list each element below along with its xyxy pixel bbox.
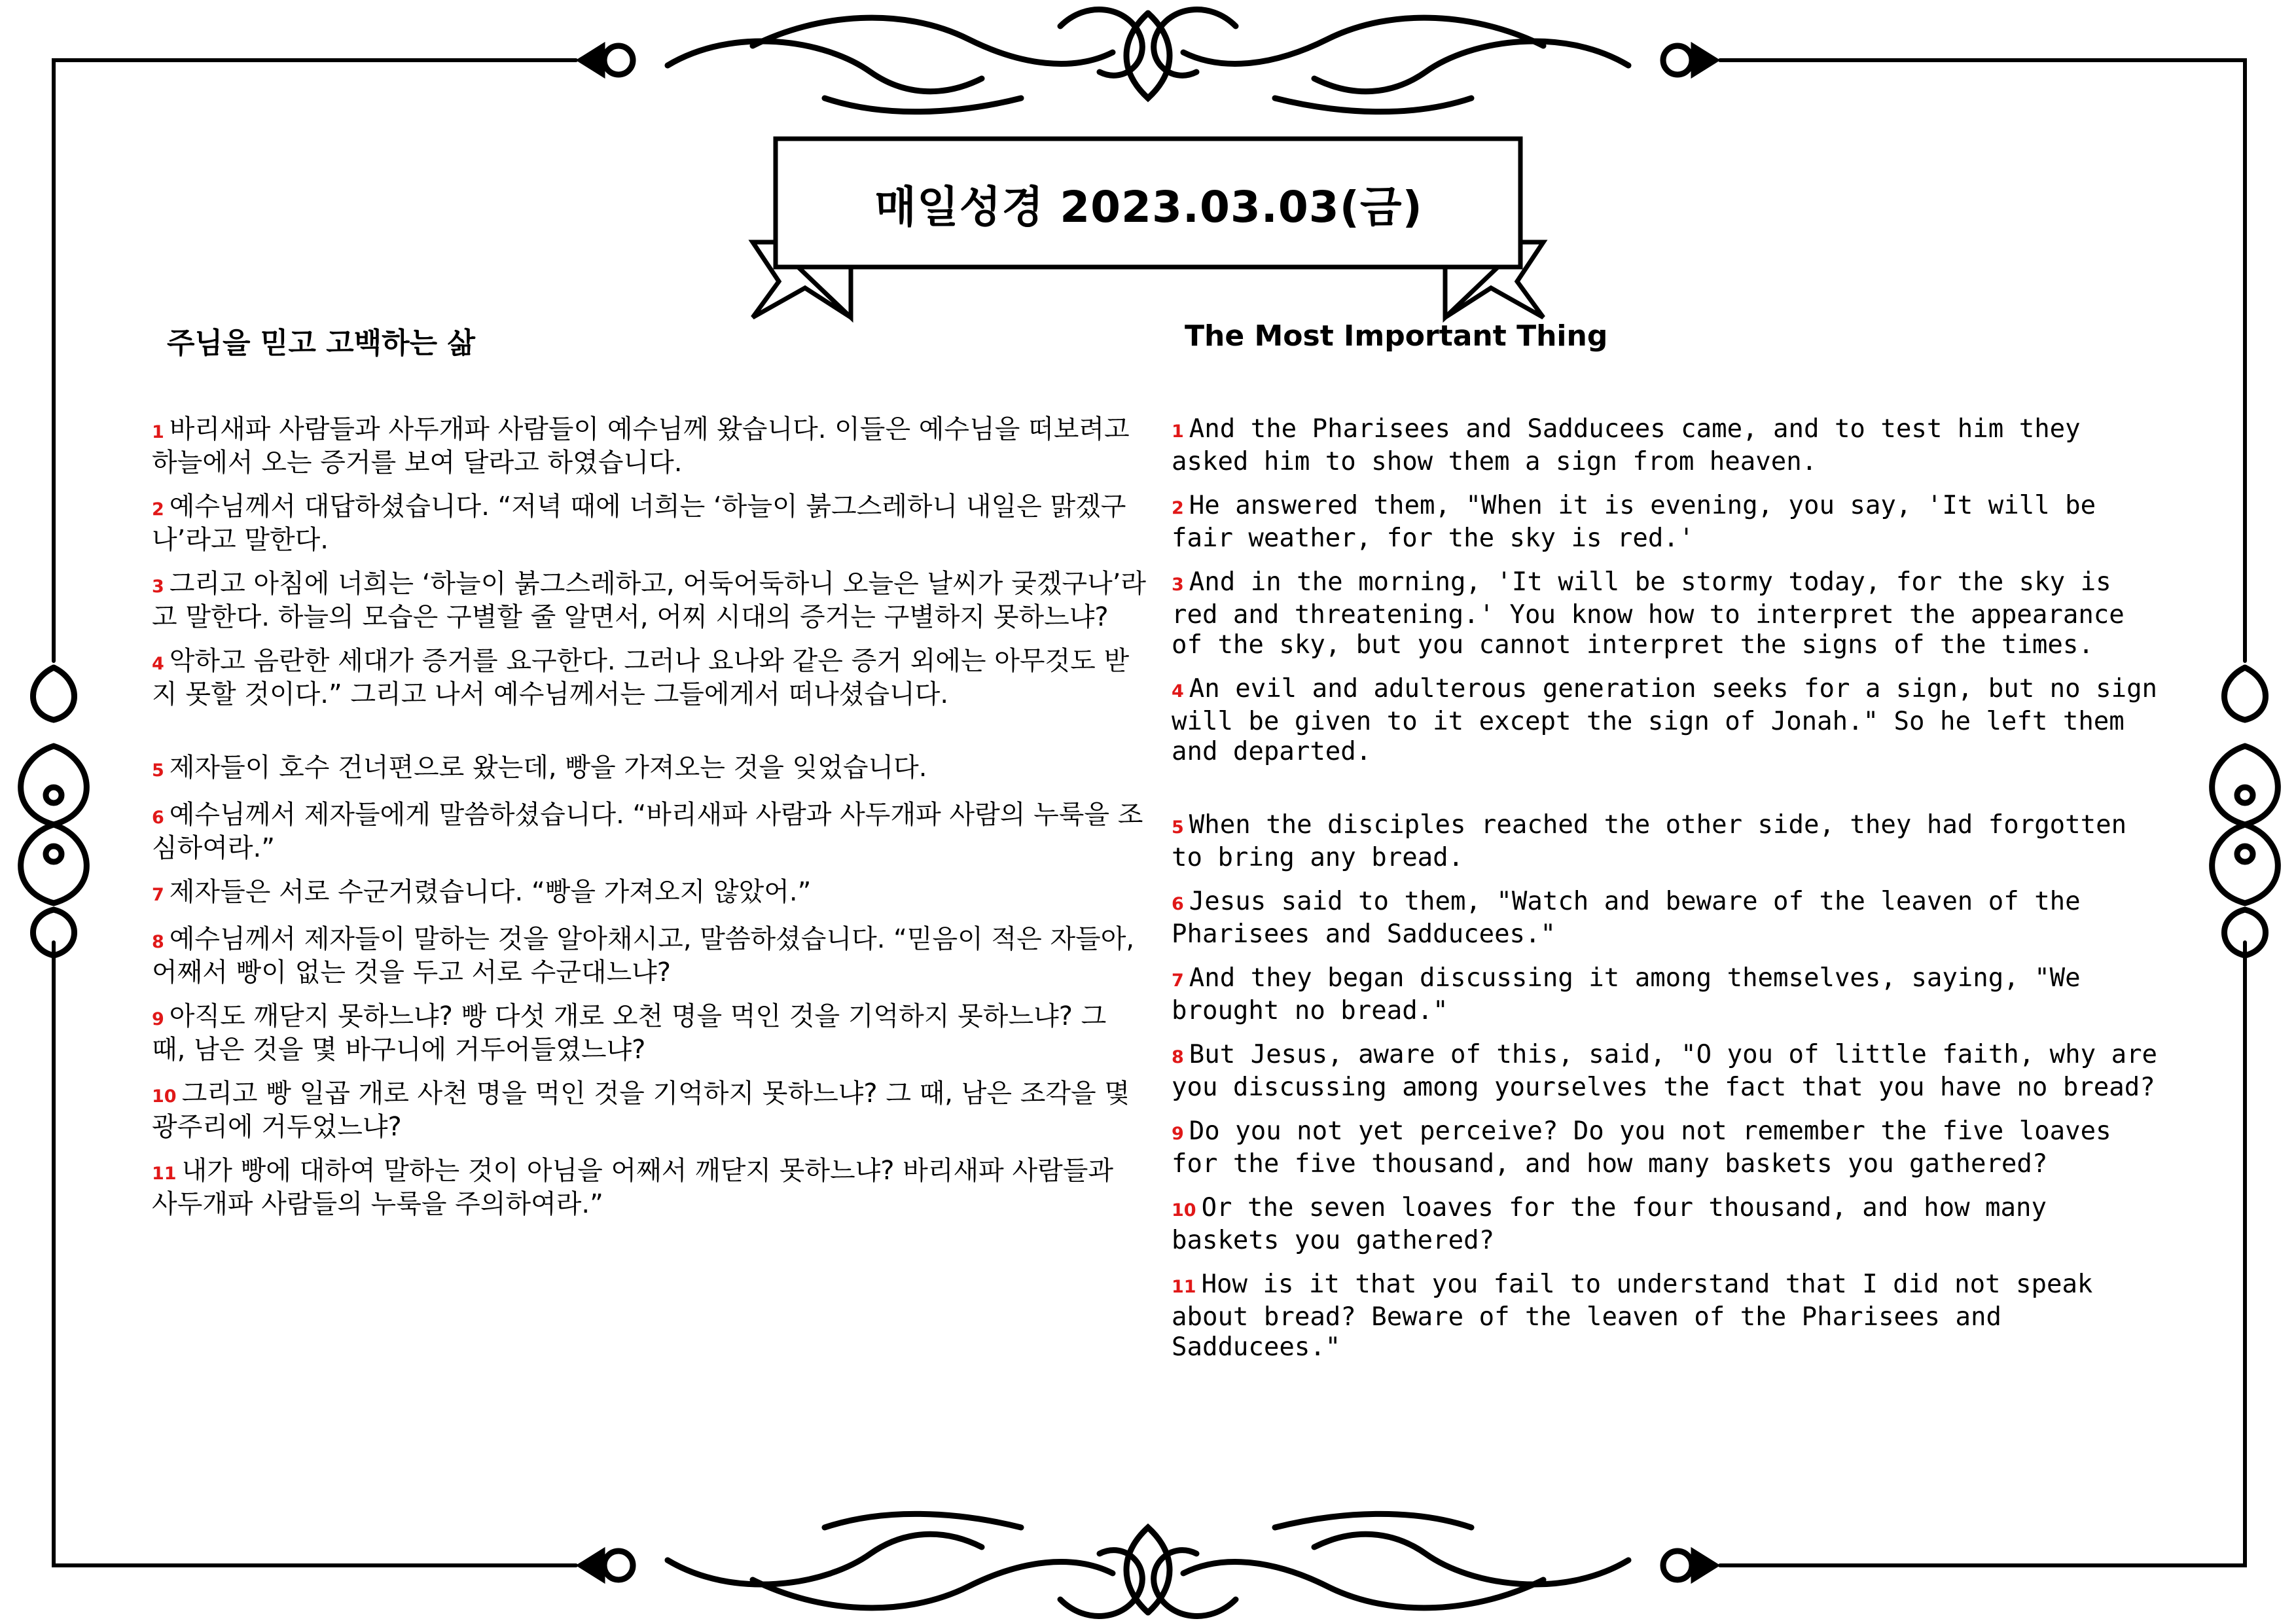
verse-en-10 [1172, 1193, 2166, 1256]
verse-ko-10 [152, 1079, 1147, 1142]
verse-number: 11 [1172, 1277, 1196, 1297]
verse-text: 내가 빵에 대하여 말하는 것이 아님을 어째서 깨닫지 못하느냐? 바리새파 사람들과 사두개파 사람들의 누룩을 주의하여라.” [152, 1156, 1114, 1219]
verse-number: 9 [1172, 1124, 1184, 1144]
verse-number: 5 [152, 760, 164, 781]
verse-number: 4 [152, 654, 164, 674]
verse-number: 7 [1172, 971, 1184, 991]
verse-en-11 [1172, 1270, 2166, 1363]
verse-text: 예수님께서 제자들이 말하는 것을 알아채시고, 말씀하셨습니다. “믿음이 적은 자들아, 어째서 빵이 없는 것을 두고 서로 수군대느냐? [152, 924, 1135, 988]
korean-section-heading: 주님을 믿고 고백하는 삶 [167, 327, 475, 360]
verse-number: 6 [1172, 894, 1184, 914]
verse-number: 3 [1172, 575, 1184, 595]
verse-text: And in the morning, 'It will be stormy today, for the sky is red and threatening.' You know how to interpret the appearance of the sky, but you cannot interpret the signs of the times. [1172, 567, 2125, 660]
verse-ko-6 [152, 800, 1147, 863]
verse-ko-7 [152, 877, 1147, 910]
page-title: 매일성경 2023.03.03(금) [874, 181, 1423, 232]
verse-number: 11 [152, 1164, 177, 1184]
verse-ko-2 [152, 491, 1147, 555]
verse-text: 아직도 깨닫지 못하느냐? 빵 다섯 개로 오천 명을 먹인 것을 기억하지 못하느냐? 그 때, 남은 것을 몇 바구니에 거두어들였느냐? [152, 1001, 1107, 1065]
verse-ko-1 [152, 414, 1147, 478]
verse-text: 그리고 아침에 너희는 ‘하늘이 붉그스레하고, 어둑어둑하니 오늘은 날씨가 궂겠구나’라고 말한다. 하늘의 모습은 구별할 줄 알면서, 어찌 시대의 증거는 구별하지 못하느냐? [152, 569, 1147, 632]
verse-number: 8 [152, 932, 164, 952]
verse-en-2 [1172, 491, 2166, 554]
verse-en-5 [1172, 810, 2166, 873]
korean-verses-column [152, 414, 1147, 1233]
english-section-heading: The Most Important Thing [1185, 319, 1608, 353]
verse-number: 8 [1172, 1047, 1184, 1067]
verse-ko-11 [152, 1156, 1147, 1219]
verse-text: 바리새파 사람들과 사두개파 사람들이 예수님께 왔습니다. 이들은 예수님을 떠보려고 하늘에서 오는 증거를 보여 달라고 하였습니다. [152, 414, 1130, 478]
verse-en-6 [1172, 887, 2166, 950]
verse-en-8 [1172, 1040, 2166, 1103]
verse-en-9 [1172, 1116, 2166, 1179]
verse-text: Or the seven loaves for the four thousand, and how many baskets you gathered? [1172, 1193, 2047, 1255]
verse-number: 10 [152, 1086, 177, 1107]
verse-text: 제자들은 서로 수군거렸습니다. “빵을 가져오지 않았어.” [169, 877, 812, 907]
verse-text: How is it that you fail to understand that I did not speak about bread? Beware of the leaven of the Pharisees and Sadducees." [1172, 1270, 2093, 1362]
verse-text: Do you not yet perceive? Do you not remember the five loaves for the five thousand, and how many baskets you gathered? [1172, 1116, 2111, 1179]
verse-ko-4 [152, 646, 1147, 709]
verse-number: 9 [152, 1009, 164, 1029]
right-side-flourish [2212, 668, 2278, 955]
verse-en-4 [1172, 674, 2166, 767]
verse-text: 그리고 빵 일곱 개로 사천 명을 먹인 것을 기억하지 못하느냐? 그 때, 남은 조각을 몇 광주리에 거두었느냐? [152, 1079, 1130, 1142]
verse-en-1 [1172, 414, 2166, 477]
english-verses-column [1172, 414, 2166, 1376]
verse-number: 1 [152, 422, 164, 442]
verse-text: And the Pharisees and Sadducees came, and to test him they asked him to show them a sign from heaven. [1172, 414, 2081, 476]
verse-ko-9 [152, 1001, 1147, 1065]
verse-text: 예수님께서 대답하셨습니다. “저녁 때에 너희는 ‘하늘이 붉그스레하니 내일은 맑겠구나’라고 말한다. [152, 491, 1126, 555]
bottom-flourish [581, 1514, 1715, 1616]
verse-number: 6 [152, 808, 164, 828]
verse-number: 1 [1172, 421, 1184, 442]
verse-en-3 [1172, 567, 2166, 660]
verse-text: 제자들이 호수 건너편으로 왔는데, 빵을 가져오는 것을 잊었습니다. [169, 753, 927, 783]
verse-ko-3 [152, 569, 1147, 632]
verse-text: 악하고 음란한 세대가 증거를 요구한다. 그러나 요나와 같은 증거 외에는 아무것도 받지 못할 것이다.” 그리고 나서 예수님께서는 그들에게서 떠나셨습니다. [152, 646, 1130, 709]
verse-number: 2 [1172, 498, 1184, 518]
left-side-flourish [21, 668, 87, 955]
verse-number: 7 [152, 885, 164, 905]
verse-number: 5 [1172, 817, 1184, 838]
top-flourish [581, 10, 1715, 112]
verse-text: 예수님께서 제자들에게 말씀하셨습니다. “바리새파 사람과 사두개파 사람의 누룩을 조심하여라.” [152, 800, 1143, 863]
verse-text: Jesus said to them, "Watch and beware of the leaven of the Pharisees and Sadducees." [1172, 887, 2081, 949]
verse-text: When the disciples reached the other side, they had forgotten to bring any bread. [1172, 810, 2127, 872]
verse-number: 4 [1172, 681, 1184, 702]
verse-number: 3 [152, 577, 164, 597]
verse-text: But Jesus, aware of this, said, "O you of little faith, why are you discussing among yourselves the fact that you have no bread? [1172, 1040, 2158, 1102]
verse-ko-5 [152, 753, 1147, 786]
verse-number: 2 [152, 499, 164, 520]
verse-ko-8 [152, 924, 1147, 988]
verse-text: An evil and adulterous generation seeks for a sign, but no sign will be given to it except the sign of Jonah." So he left them and departed. [1172, 674, 2158, 766]
verse-en-7 [1172, 963, 2166, 1026]
verse-text: He answered them, "When it is evening, you say, 'It will be fair weather, for the sky is red.' [1172, 491, 2096, 553]
verse-text: And they began discussing it among themselves, saying, "We brought no bread." [1172, 963, 2081, 1026]
verse-number: 10 [1172, 1200, 1196, 1221]
